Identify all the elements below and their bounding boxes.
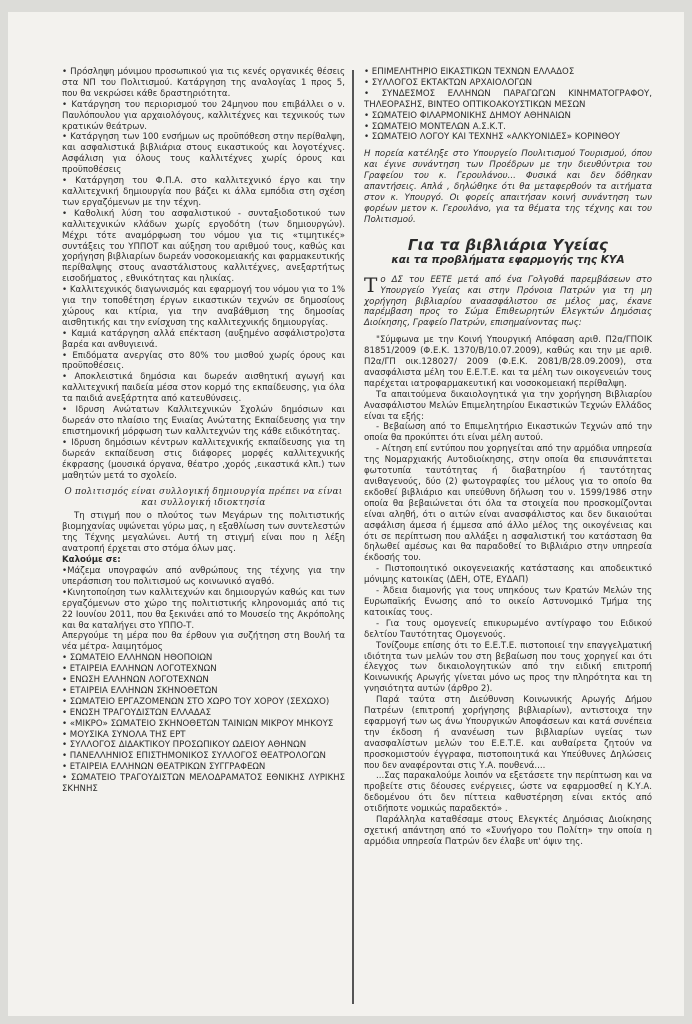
demand-item: • Κατάργηση του Φ.Π.Α. στο καλλιτεχνικό έργο και την καλλιτεχνική δημιουργία που βάζει κι άλλα εμπόδια στη σχέση των εργαζόμενων με την τέχνη. — [62, 176, 345, 208]
article-paragraph: "Σύμφωνα με την Κοινή Υπουργική Απόφαση αριθ. Π2α/ΓΠΟΙΚ 81851/2009 (Φ.Ε.Κ. 1370/Β/10.07.2009), καθώς και την με αριθ. Π2α/ΓΠ οικ.128027/ 2009 (Φ.Ε.Κ. 2081/Β/28.09.2009), στα ανασφάλιστα μέλη του Ε.Ε.Τ.Ε. και τα μέλη των οικογενειών τους παρέχεται ιατροφαρμακευτική και νοσοκομειακή περίθαλψη. — [364, 335, 652, 389]
demand-item: • Καθολική λύση του ασφαλιστικού - συνταξιοδοτικού των καλλιτεχνικών κλάδων χωρίς εργοδότη (των δημιουργών). Μέχρι τότε αναμόρφωση του νόμου για τις «τιμητικές» συντάξεις του ΥΠΠΟΤ και αύξηση του αριθμού τους, καθώς και χορήγηση βιβλιαρίων δωρεάν νοσοκομειακής και φαρμακευτικής περίθαλψης στους αναστάλιστους καλλιτέχνες, ανεξαρτήτως εισοδήματος , εθνικότητας και ηλικίας. — [62, 208, 345, 285]
article-paragraph: Παράλληλα καταθέσαμε στους Ελεγκτές Δημόσιας Διοίκησης σχετική απάντηση από το «Συνήγορο του Πολίτη» την οποία η αρμόδια υπηρεσία Πατρών δεν έλαβε υπ' όψιν της. — [364, 815, 652, 847]
article-paragraph: - Αίτηση επί εντύπου που χορηγείται από την αρμόδια υπηρεσία της Νομαρχιακής Αυτοδιοίκησης, στην οποία θα επισυνάπτεται φωτοτυπία ταυτότητας ή διαβατηρίου ή ταυτότητας ανιθαγενούς, δύο (2) φωτογραφίες του μέλους για το οποίο θα εκδοθεί βιβλιάριο και υπεύθυνη δήλωση του ν. 1599/1986 στην οποία θα βεβαιώνεται ότι όλα τα στοιχεία που προσκομίζονται είναι αληθή, ότι ο αιτών είναι ανασφάλιστος και δεν δικαιούται ασφάλιση άμεσα ή έμμεσα από άλλο μέλος της οικογένειας και ότι σε περίπτωση που αλλάξει η ασφαλιστική του κατάσταση θα δηλωθεί αμέσως και θα παραδοθεί το Βιβλιάριο στην υπηρεσία έκδοσής του. — [364, 444, 652, 564]
demand-item: • Ιδρυση Ανώτατων Καλλιτεχνικών Σχολών δημόσιων και δωρεάν στο πλαίσιο της Ενιαίας Ανώτατης Εκπαίδευσης για την επιστημονική μόρφωση των καλλιτεχνών της κάθε ειδικότητας. — [62, 405, 345, 437]
signatory-item: • ΣΥΝΔΕΣΜΟΣ ΕΛΛΗΝΩΝ ΠΑΡΑΓΩΓΩΝ ΚΙΝΗΜΑΤΟΓΡΑΦΟΥ, ΤΗΛΕΟΡΑΣΗΣ, ΒΙΝΤΕΟ ΟΠΤΙΚΟΑΚΟΥΣΤΙΚΩΝ ΜΕΣΩΝ — [364, 88, 652, 110]
section-heading-collective: Ο πολιτισμός είναι συλλογική δημιουργία πρέπει να είναι και συλλογική ιδιοκτησία — [64, 487, 343, 509]
article-paragraph: Τονίζουμε επίσης ότι το Ε.Ε.Τ.Ε. πιστοποιεί την επαγγελματική ιδιότητα των μελών του στη βεβαίωση που τους χορηγεί και ότι έλεγχος των δικαιολογητικών από την ειδική επιτροπή Κοινωνικής Αρωγής γίνεται μόνο ως προς την πληρότητα και τη γνησιότητα αυτών (άρθρο 2). — [364, 640, 652, 695]
document-page — [8, 12, 684, 1016]
demand-item: • Επιδόματα ανεργίας στο 80% του μισθού χωρίς όρους και προϋποθέσεις. — [62, 350, 345, 372]
demand-item: • Πρόσληψη μόνιμου προσωπικού για τις κενές οργανικές θέσεις στα ΝΠ του Πολιτισμού. Κατάργηση της αναλογίας 1 προς 5, που θα νεκρώσει κάθε δραστηριότητα. — [62, 67, 345, 99]
demand-item: • Κατάργηση των 100 ενσήμων ως προϋπόθεση στην περίθαλψη, και ασφαλιστικά βιβλιάρια στους εικαστικούς και λογοτέχνες. Ασφάλιση για όλους τους καλλιτέχνες χωρίς όρους και προϋποθέσεις — [62, 132, 345, 176]
left-column — [62, 67, 345, 795]
demand-item: • Κατάργηση του περιορισμού του 24μηνου που επιβάλλει ο ν. Παυλόπουλου για αρχαιολόγους, καλλιτέχνες και τεχνικούς των κρατικών θεάτρων. — [62, 99, 345, 132]
call-label: Καλούμε σε: — [62, 555, 121, 566]
article-subtitle: και τα προβλήματα εφαρμογής της ΚΥΑ — [391, 253, 625, 266]
signatory-item: • ΕΤΑΙΡΕΙΑ ΕΛΛΗΝΩΝ ΘΕΑΤΡΙΚΩΝ ΣΥΓΓΡΑΦΕΩΝ — [62, 762, 266, 773]
right-column — [364, 67, 652, 848]
lead-text: ο ΔΣ του ΕΕΤΕ μετά από ένα Γολγοθά παρεμβάσεων στο Υπουργείο Υγείας και στην Πρόνοια Πατρών για τη μη χορήγηση βιβλιαρίου αναασφάλιστου σε μέλος μας, έκανε παρέμβαση προς το Σώμα Επιθεωρητών Ελεγκτών Δημόσιας Διοίκησης, Γραφείο Πατρών, επισημαίνοντας πως: — [364, 274, 652, 329]
signatory-item: • ΣΥΛΛΟΓΟΣ ΕΚΤΑΚΤΩΝ ΑΡΧΑΙΟΛΟΓΩΝ — [364, 77, 533, 88]
signatory-item: • ΜΟΥΣΙΚΑ ΣΥΝΟΛΑ ΤΗΣ ΕΡΤ — [62, 729, 186, 740]
signatory-list-continued — [364, 67, 652, 143]
article-paragraph: - Βεβαίωση από το Επιμελητήριο Εικαστικών Τεχνών από την οποία θα προκύπτει ότι είναι μέλη αυτού. — [364, 422, 652, 444]
article-paragraph: ...Σας παρακαλούμε λοιπόν να εξετάσετε την περίπτωση και να προβείτε στις δέουσες ενέργειες, ώστε να εφαρμοσθεί η Κ.Υ.Α. δεδομένου ότι δεν πίττεια καθυστέρηση είναι εκτός από οτιδήποτε νομικώς παραδεκτό» . — [364, 771, 652, 815]
signatory-list — [62, 653, 345, 795]
article-lead — [364, 272, 652, 330]
signatory-item: • «ΜΙΚΡΟ» ΣΩΜΑΤΕΙΟ ΣΚΗΝΟΘΕΤΩΝ ΤΑΙΝΙΩΝ ΜΙΚΡΟΥ ΜΗΚΟΥΣ — [62, 718, 334, 729]
signatory-item: • ΕΠΙΜΕΛΗΤΗΡΙΟ ΕΙΚΑΣΤΙΚΩΝ ΤΕΧΝΩΝ ΕΛΛΑΔΟΣ — [364, 67, 575, 77]
article-paragraph: Τα απαιτούμενα δικαιολογητικά για την χορήγηση Βιβλιαρίου Ανασφάλιστου Μελών Επιμελητηρίου Εικαστικών Τεχνών Ελλάδος είναι τα εξής: — [364, 389, 652, 422]
column-divider — [352, 70, 354, 1004]
signatory-item: • ΣΩΜΑΤΕΙΟ ΕΛΛΗΝΩΝ ΗΘΟΠΟΙΩΝ — [62, 653, 213, 664]
closing-note: Η πορεία κατέληξε στο Υπουργείο Πουλιτισμού Τουρισμού, όπου και έγινε συνάντηση των Προέδρων με την διευθύντρια του Γραφείου του κ. Γερουλάνου... Φυσικά και δεν δόθηκαν απαντήσεις. Απλά , δηλώθηκε ότι θα μεταφερθούν τα αιτήματα στον κ. Υπουργό. Οι φορείς απαιτήσαν κοινή συνάντηση των φορέων μετον κ. Γερουλάνο, για τα θέματα της τέχνης και του Πολιτισμού. — [364, 149, 652, 225]
signatory-item: • ΕΝΩΣΗ ΕΛΛΗΝΩΝ ΛΟΓΟΤΕΧΝΩΝ — [62, 675, 209, 686]
signatory-item: • ΣΩΜΑΤΕΙΟ ΦΙΛΑΡΜΟΝΙΚΗΣ ΔΗΜΟΥ ΑΘΗΝΑΙΩΝ — [364, 110, 571, 121]
signatory-item: • ΣΩΜΑΤΕΙΟ ΤΡΑΓΟΥΔΙΣΤΩΝ ΜΕΛΟΔΡΑΜΑΤΟΣ ΕΘΝΙΚΗΣ ΛΥΡΙΚΗΣ ΣΚΗΝΗΣ — [62, 773, 345, 795]
signatory-item: • ΣΩΜΑΤΕΙΟ ΕΡΓΑΖΟΜΕΝΩΝ ΣΤΟ ΧΩΡΟ ΤΟΥ ΧΟΡΟΥ (ΣΕΧΩΧΟ) — [62, 696, 330, 707]
article-paragraph: - Άδεια διαμονής για τους υπηκόους των Κρατών Μελών της Ευρωπαϊκής Ενωσης από το οικείο Αστυνομικό Τμήμα της κατοικίας τους. — [364, 586, 652, 618]
call-list — [62, 566, 345, 631]
article-paragraph: Παρά ταύτα στη Διεύθυνση Κοινωνικής Αρωγής Δήμου Πατρέων (επιτροπή χορήγησης βιβλιαρίων), αντιστοιχα την εφαρμογή των ως άνω Υπουργικών Αποφάσεων και κατά συνέπεια την έκδοση ή ανανέωση των βιβλιαρίων υγείας των ανασφαλίστων μελών του Ε.Ε.Τ.Ε. και αυθαίρετα ζητούν να προσκομιστούν έγγραφα, πιστοποιητικά και Υπεύθυνες Δηλώσεις που δεν αναφέρονται στις Υ.Α. πουθενά.... — [364, 695, 652, 771]
article-paragraph: - Για τους ομογενείς επικυρωμένο αντίγραφο του Ειδικού δελτίου Ταυτότητας Ομογενούς. — [364, 618, 652, 640]
demand-item: • Καλλιτεχνικός διαγωνισμός και εφαρμογή του νόμου για το 1% για την τοποθέτηση έργων εικαστικών τεχνών σε δημοσίους χώρους και κτίρια, για την αναβάθμιση της δημοσίας αισθητικής και την ενίσχυση της καλλιτεχνικής δημιουργίας. — [62, 285, 345, 328]
call-item: •Μάζεμα υπογραφών από ανθρώπους της τέχνης για την υπεράσπιση του πολιτισμού ως κοινωνικό αγαθό. — [62, 565, 345, 587]
signatory-item: • ΕΤΑΙΡΕΙΑ ΕΛΛΗΝΩΝ ΣΚΗΝΟΘΕΤΩΝ — [62, 685, 218, 696]
demand-item: • Αποκλειστικά δημόσια και δωρεάν αισθητική αγωγή και καλλιτεχνική παιδεία μέσα στον κορμό της εκπαίδευσης, για όλα τα παιδιά ανεξάρτητα από κατευθύνσεις. — [62, 372, 345, 405]
signatory-item: • ΣΩΜΑΤΕΙΟ ΛΟΓΟΥ ΚΑΙ ΤΕΧΝΗΣ «ΑΛΚΥΟΝΙΔΕΣ» ΚΟΡΙΝΘΟΥ — [364, 132, 621, 143]
article-paragraph: - Πιστοποιητικό οικογενειακής κατάστασης και αποδεικτικό μόνιμης κατοικίας (ΔΕΗ, ΟΤΕ, ΕΥΔΑΠ) — [364, 564, 652, 586]
signatory-item: • ΠΑΝΕΛΛΗΝΙΟΣ ΕΠΙΣΤΗΜΟΝΙΚΟΣ ΣΥΛΛΟΓΟΣ ΘΕΑΤΡΟΛΟΓΩΝ — [62, 751, 326, 762]
article-body — [364, 335, 652, 848]
article-title: Για τα βιβλιάρια Υγείας — [407, 235, 609, 254]
signatory-item: • ΕΝΩΣΗ ΤΡΑΓΟΥΔΙΣΤΩΝ ΕΛΛΑΔΑΣ — [62, 707, 212, 718]
signatory-item: • ΣΩΜΑΤΕΙΟ ΜΟΝΤΕΛΩΝ Α.Σ.Κ.Τ. — [364, 121, 506, 132]
demand-item: • Καμιά κατάργηση αλλά επέκταση (αυξημένο ασφάλιστρο)στα βαρέα και ανθυγιεινά. — [62, 328, 345, 350]
strike-intro: Απεργούμε τη μέρα που θα έρθουν για συζήτηση στη Βουλή τα νέα μέτρα- λαιμητόμος — [62, 631, 345, 653]
demands-list — [62, 67, 345, 481]
call-item: •Κινητοποίηση των καλλιτεχνών και δημιουργών καθώς και των εργαζόμενων στο χώρο της πολιτιστικής κληρονομιάς από τις 22 Ιουνίου 2011, που θα ξεκινάει από το Μουσείο της Ακρόπολης και θα καταλήγει στο ΥΠΠΟ-Τ. — [62, 587, 345, 631]
drop-cap: Τ — [364, 272, 378, 297]
signatory-item: • ΣΥΛΛΟΓΟΣ ΔΙΔΑΚΤΙΚΟΥ ΠΡΟΣΩΠΙΚΟΥ ΩΔΕΙΟΥ ΑΘΗΝΩΝ — [62, 740, 307, 751]
section-text: Τη στιγμή που ο πλούτος των Μεγάρων της πολιτιστικής βιομηχανίας υψώνεται γύρω μας, η εξαθλίωση των συντελεστών της Τέχνης μεγαλώνει. Αυτή τη στιγμή είναι που η λέξη ανατροπή έρχεται στο στόμα όλων μας. — [62, 511, 345, 555]
signatory-item: • ΕΤΑΙΡΕΙΑ ΕΛΛΗΝΩΝ ΛΟΓΟΤΕΧΝΩΝ — [62, 664, 217, 675]
demand-item: • Ιδρυση δημόσιων κέντρων καλλιτεχνικής εκπαίδευσης για τη δωρεάν εκπαίδευση στις διάφορες μορφές καλλιτεχνικής έκφρασης (μουσικά όργανα, θέατρο ,χορός ,εικαστικά κλπ.) των μαθητών μετά το σχολείο. — [62, 437, 345, 481]
